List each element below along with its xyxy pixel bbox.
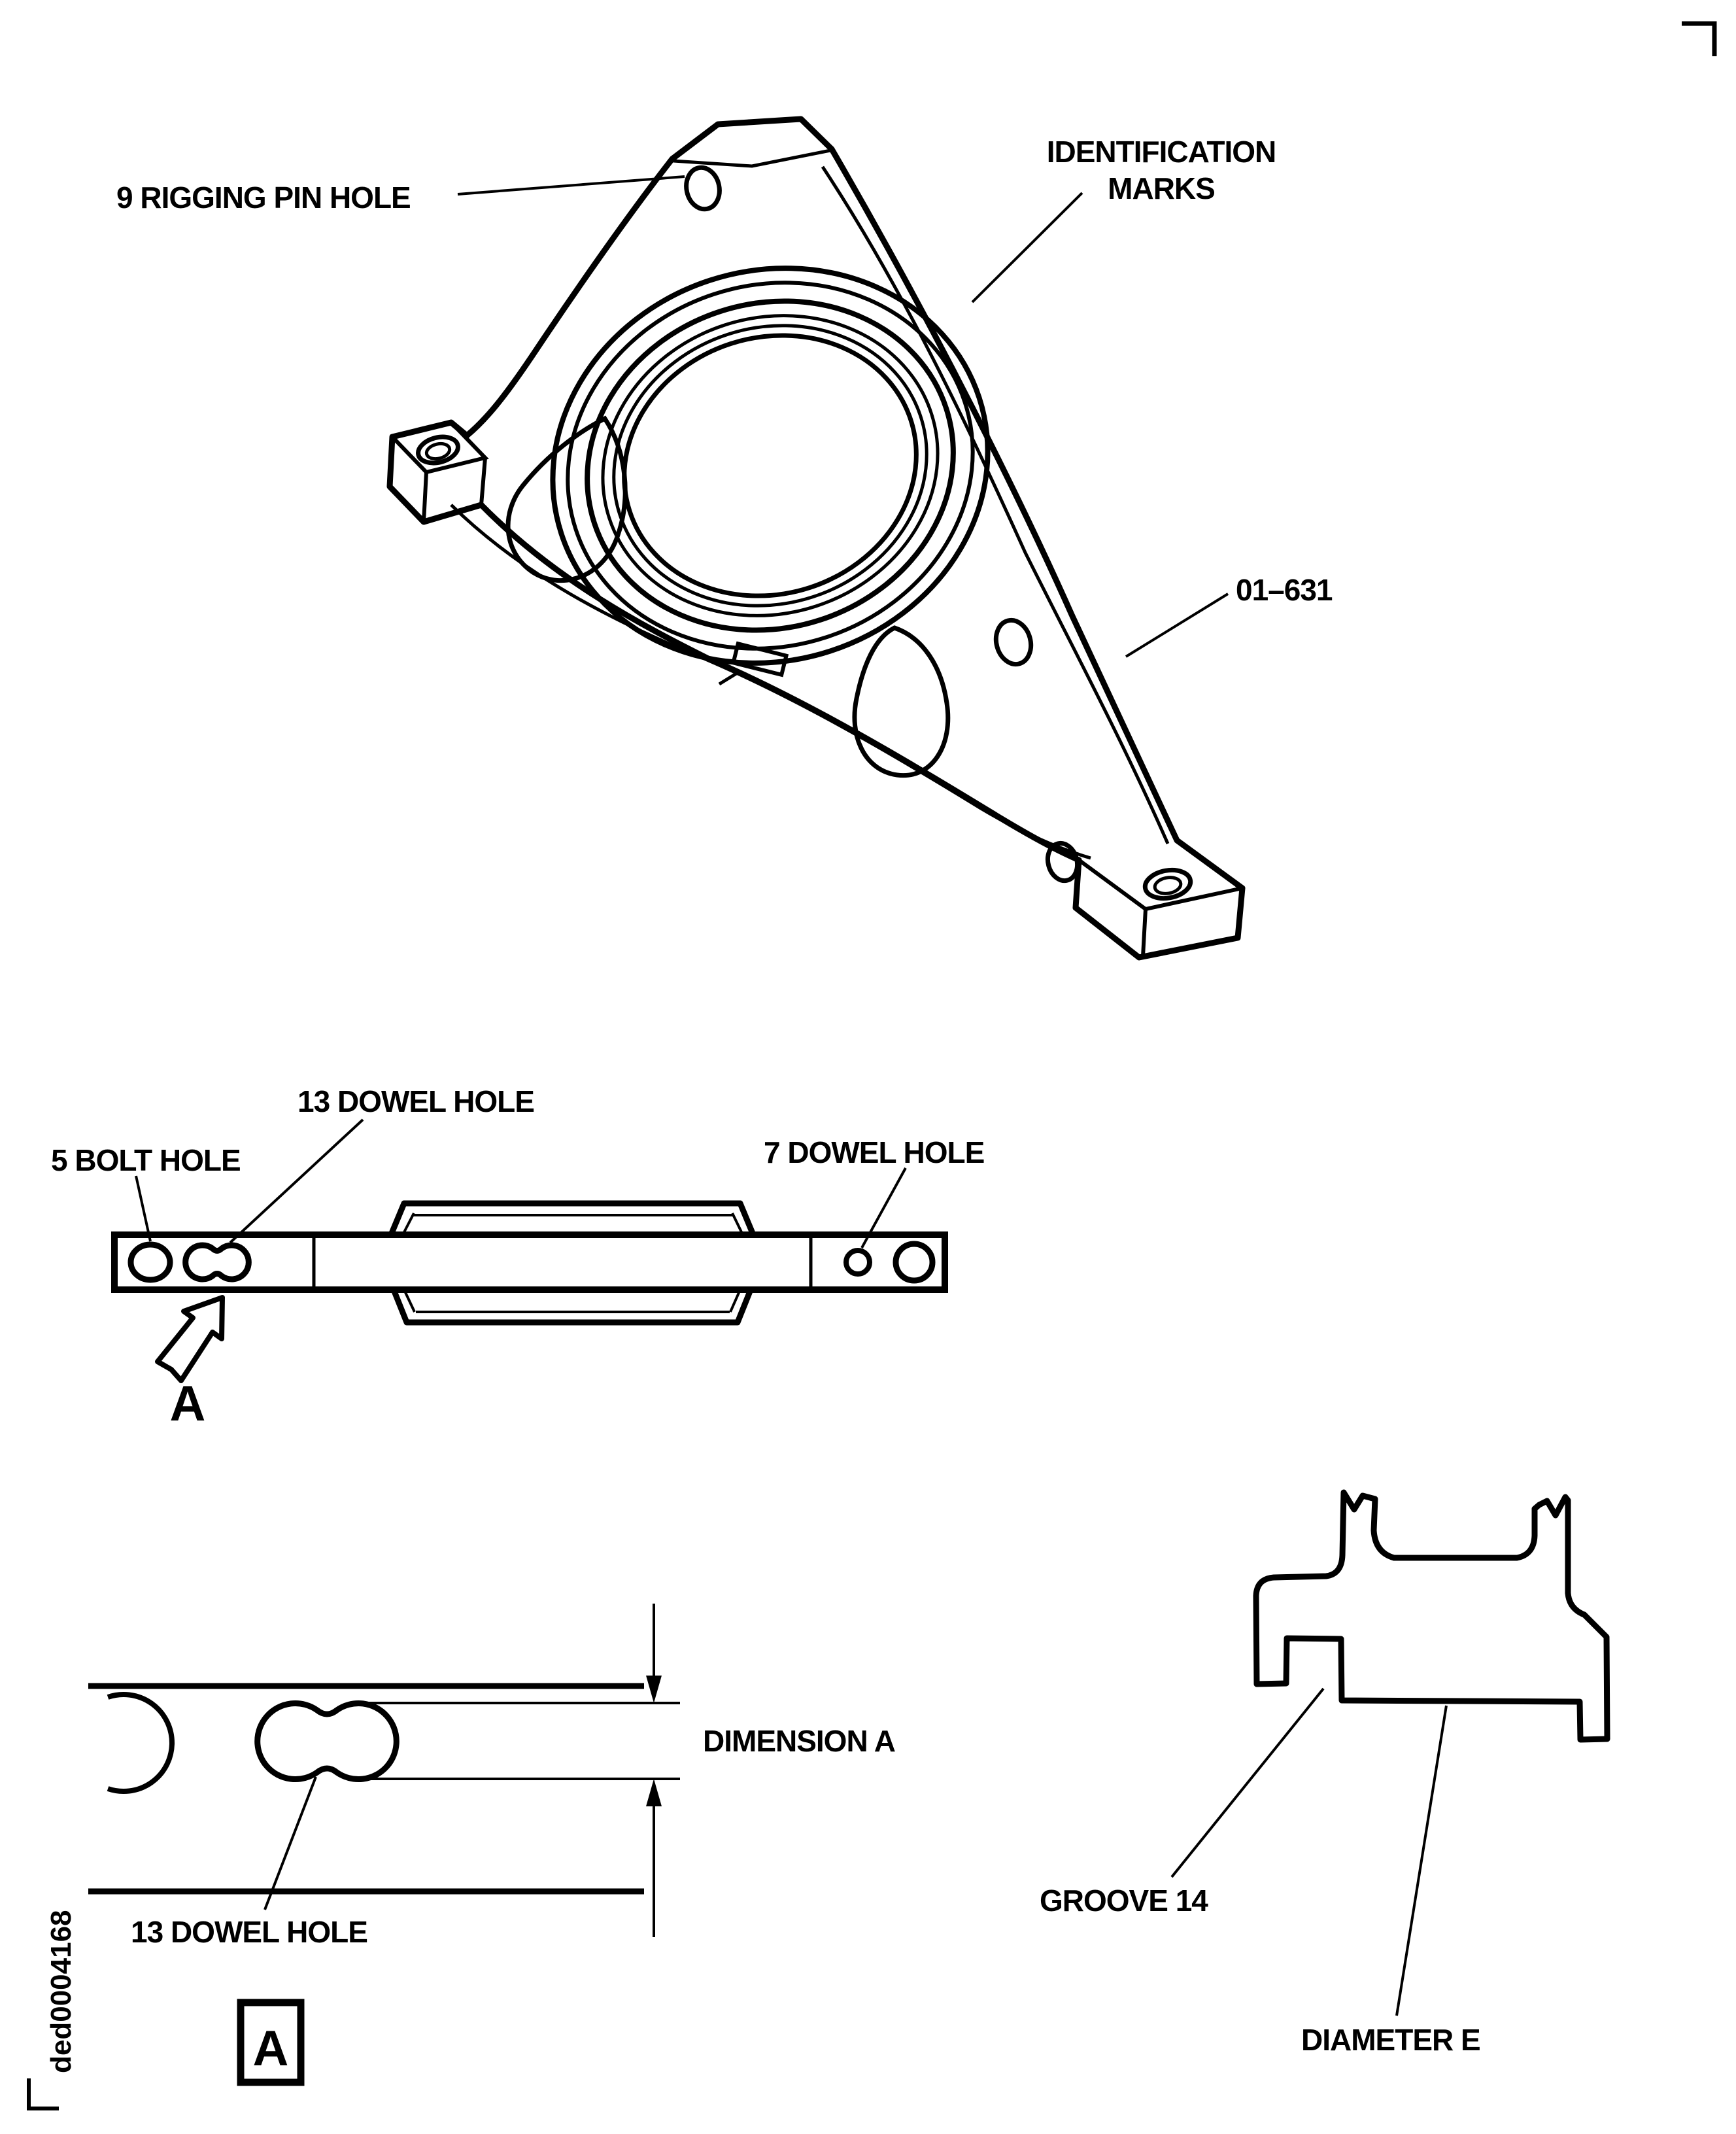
- leader-part-ref: [1126, 594, 1228, 657]
- label-rigging-pin-hole: 9 RIGGING PIN HOLE: [116, 181, 411, 215]
- view-arrow-a-icon: [158, 1298, 222, 1381]
- hump-bottom: [394, 1290, 751, 1322]
- label-detail-dowel-hole-13: 13 DOWEL HOLE: [131, 1915, 367, 1949]
- hump-bottom-chamfer-left: [404, 1290, 415, 1312]
- label-groove-14: GROOVE 14: [1040, 1884, 1208, 1918]
- label-identification-marks-1: IDENTIFICATION: [1046, 135, 1276, 169]
- right-foot-hole: [1143, 867, 1193, 902]
- label-part-ref: 01–631: [1236, 573, 1333, 607]
- leader-groove-14: [1172, 1689, 1323, 1877]
- label-dowel-hole-13: 13 DOWEL HOLE: [298, 1084, 534, 1118]
- web-hole-right: [991, 616, 1036, 668]
- top-tab-edge: [673, 150, 830, 166]
- central-bore: [501, 213, 1039, 719]
- leader-dowel-hole-13: [230, 1120, 363, 1243]
- section-profile-outline: [1256, 1492, 1607, 1740]
- corner-mark-top-right-icon: [1682, 24, 1714, 56]
- label-identification-marks-2: MARKS: [1108, 171, 1215, 205]
- document-id: ded0004168: [45, 1910, 77, 2073]
- label-dowel-hole-7: 7 DOWEL HOLE: [764, 1135, 985, 1169]
- label-dimension-a: DIMENSION A: [703, 1724, 895, 1758]
- dim-arrow-up-icon: [646, 1779, 662, 1806]
- dowel-hole-13: [186, 1245, 249, 1279]
- leader-identification-marks: [972, 193, 1082, 302]
- end-bolt-hole: [896, 1244, 932, 1281]
- label-bolt-hole-5: 5 BOLT HOLE: [51, 1143, 241, 1177]
- page-marks: [29, 24, 1714, 2108]
- bore-ring-6: [590, 298, 950, 633]
- bore-ring-1: [501, 213, 1039, 719]
- label-view-arrow-a: A: [169, 1376, 206, 1432]
- bar-outline: [114, 1235, 945, 1290]
- bolt-hole-5: [131, 1245, 170, 1280]
- dim-arrow-down-icon: [646, 1676, 662, 1703]
- side-view: [51, 1084, 984, 1432]
- detail-bolt-hole-arc: [108, 1695, 172, 1791]
- bottom-edge-thickness-line: [451, 505, 1091, 858]
- detail-view: [88, 1604, 895, 2082]
- label-diameter-e: DIAMETER E: [1301, 2023, 1480, 2057]
- rigging-pin-hole: [683, 165, 723, 213]
- hump-top: [391, 1203, 753, 1235]
- label-view-id-a: A: [252, 2021, 289, 2076]
- right-foot-hole-inner: [1153, 876, 1182, 896]
- dowel-hole-7: [846, 1250, 870, 1274]
- section-view: [1040, 1492, 1607, 2057]
- left-foot-hole: [415, 433, 460, 467]
- main-view: [116, 119, 1333, 957]
- bracket-outline: [390, 119, 1242, 957]
- hump-bottom-chamfer-right: [730, 1290, 740, 1312]
- key-tab-tick: [719, 674, 736, 684]
- detail-dowel-hole-13: [258, 1704, 397, 1780]
- leader-diameter-e: [1397, 1706, 1446, 2016]
- corner-mark-bottom-left-icon: [29, 2078, 59, 2108]
- teardrop-cutout-right: [855, 628, 948, 776]
